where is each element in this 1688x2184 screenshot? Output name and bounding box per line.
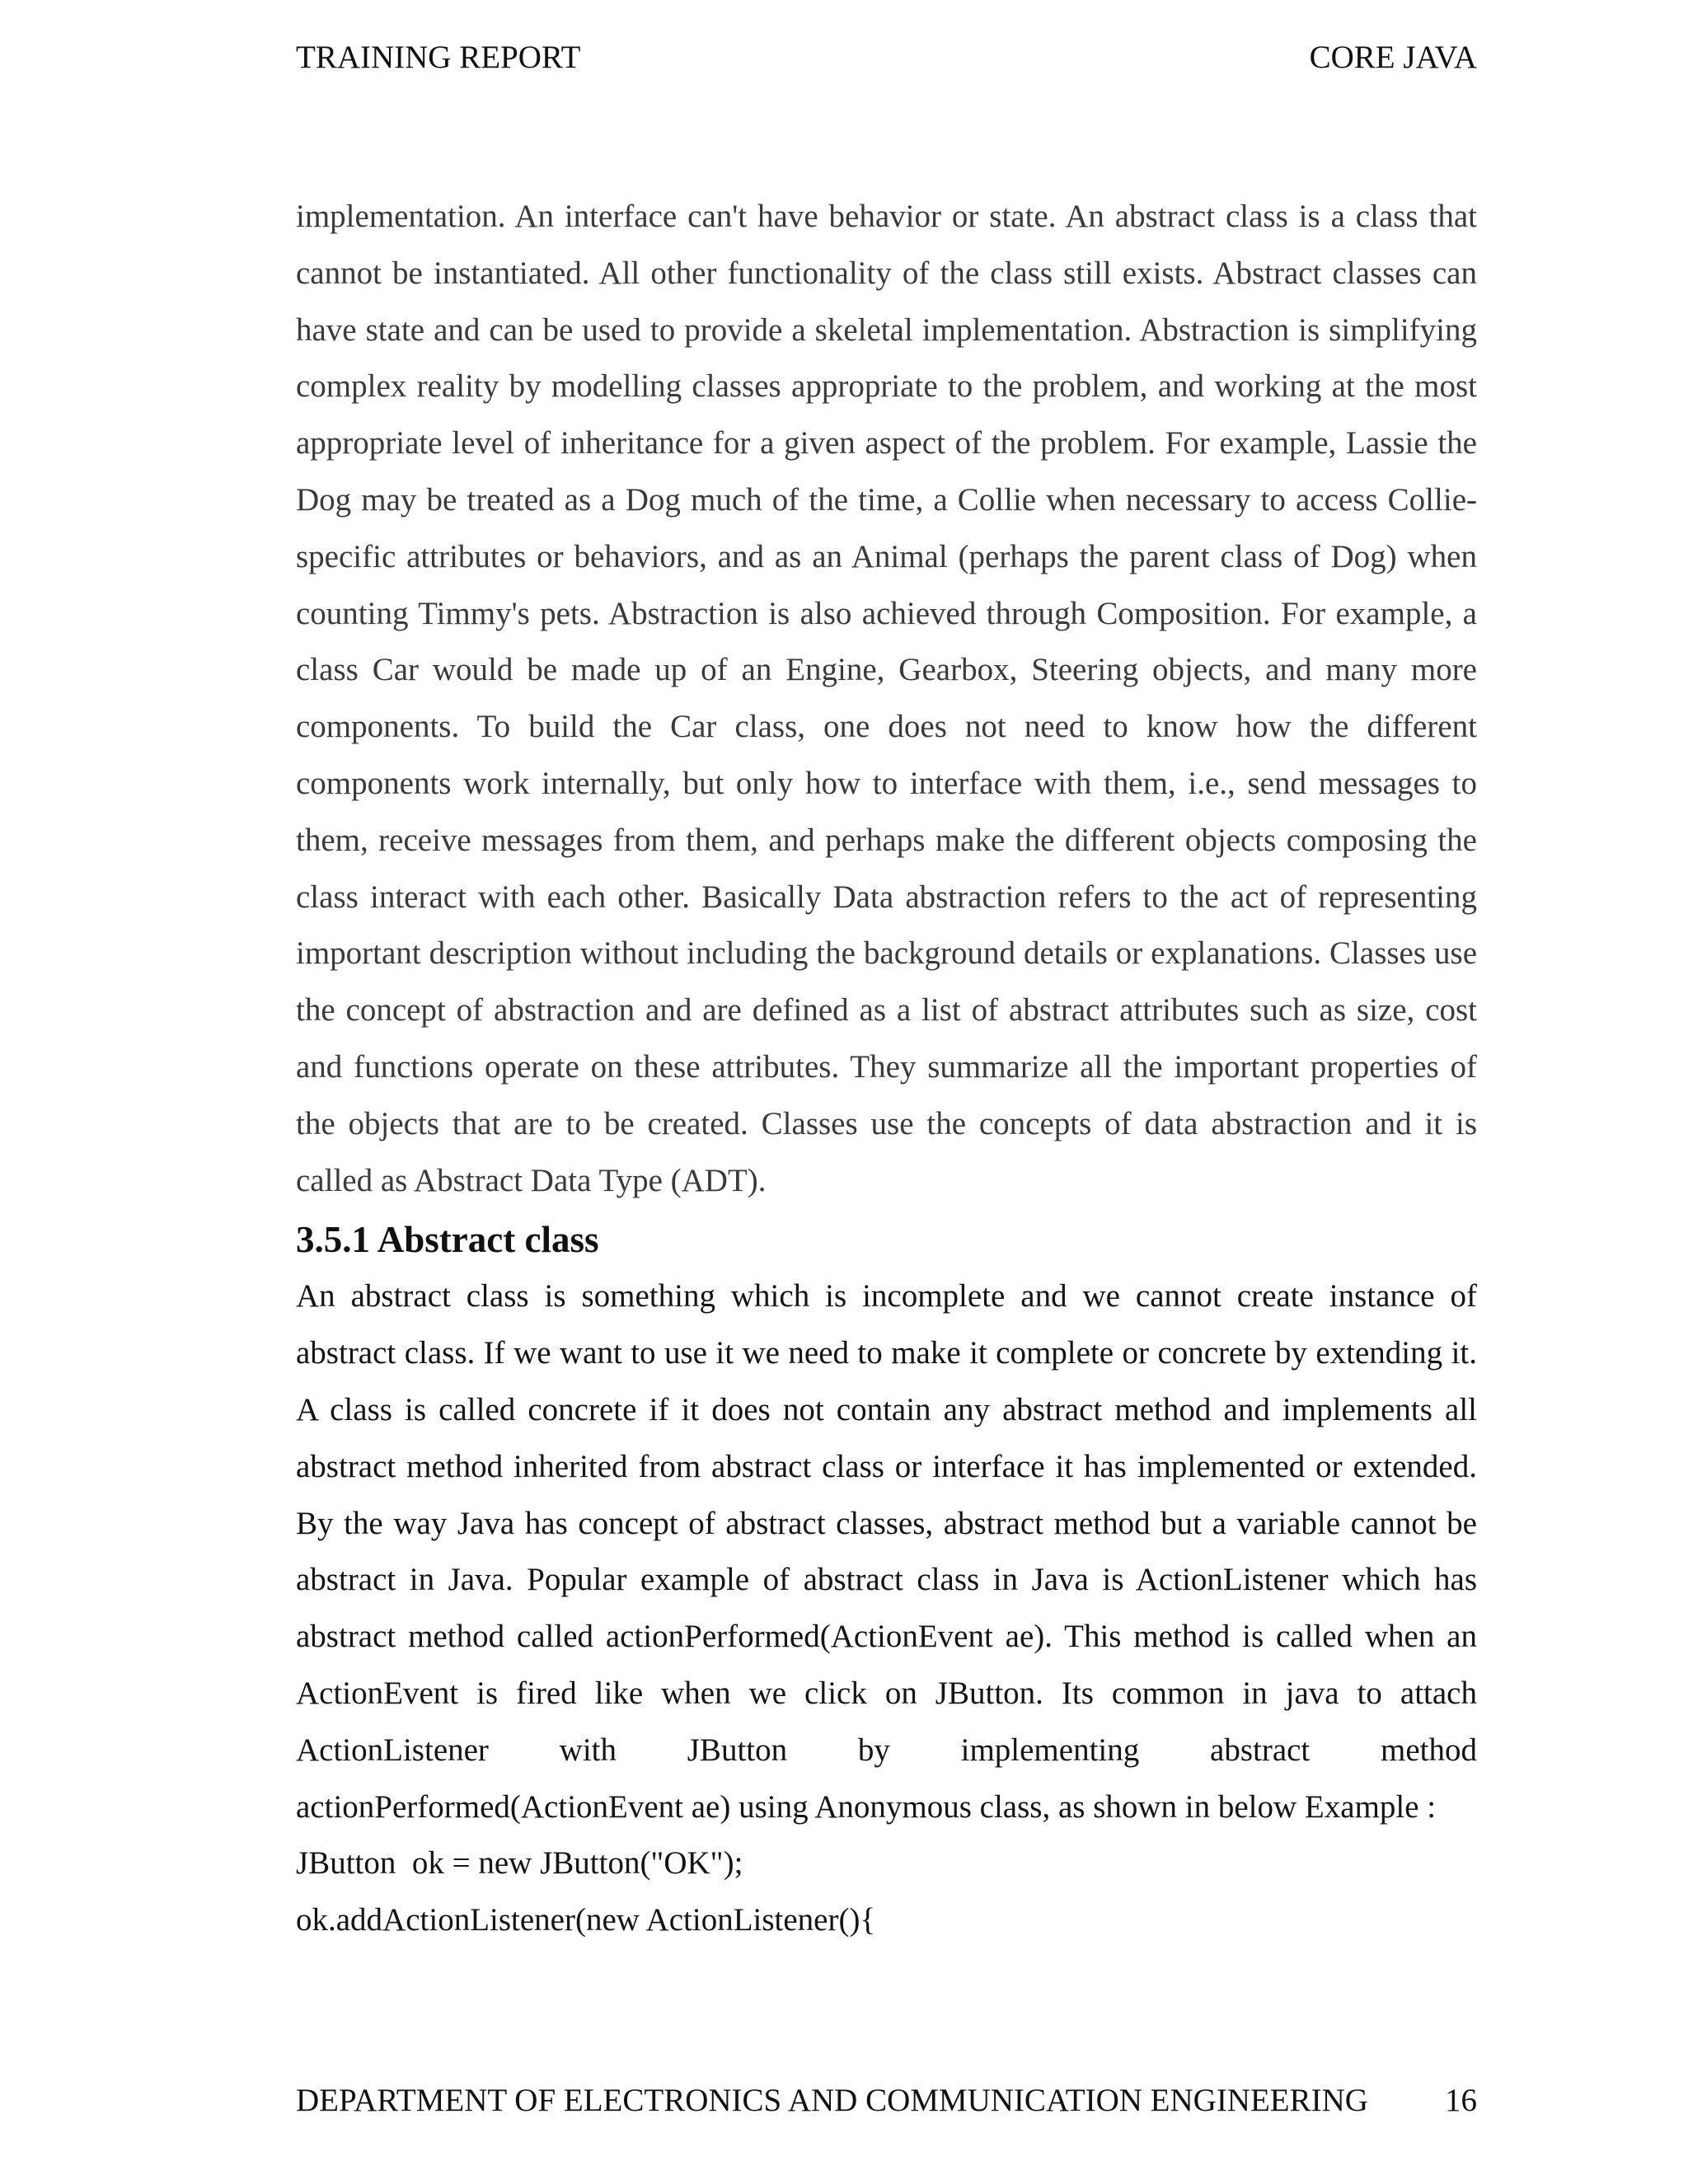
code-line: ok.addActionListener(new ActionListener(){ — [296, 1902, 876, 1938]
footer-department: DEPARTMENT OF ELECTRONICS AND COMMUNICATION ENGINEERING — [296, 2083, 1368, 2118]
code-example — [296, 1835, 1477, 1949]
page-content — [296, 189, 1477, 1949]
page-header — [296, 36, 1477, 79]
section-paragraph: An abstract class is something which is incomplete and we cannot create instance of abstract class. If we want to use it we need to make it complete or concrete by extending it. A class is called concrete if it does not contain any abstract method and implements all abstract method inherited from abstract class or interface it has implemented or extended. By the way Java has concept of abstract classes, abstract method but a variable cannot be abstract in Java. Popular example of abstract class in Java is ActionListener which has abstract method called actionPerformed(ActionEvent ae). This method is called when an ActionEvent is fired like when we click on JButton. Its common in java to attach ActionListener with JButton by implementing abstract method actionPerformed(ActionEvent ae) using Anonymous class, as shown in below Example : — [296, 1278, 1477, 1825]
intro-paragraph: implementation. An interface can't have behavior or state. An abstract class is a class that cannot be instantiated. All other functionality of the class still exists. Abstract classes can have state and can be used to provide a skeletal implementation. Abstraction is simplifying complex reality by modelling classes appropriate to the problem, and working at the most appropriate level of inheritance for a given aspect of the problem. For example, Lassie the Dog may be treated as a Dog much of the time, a Collie when necessary to access Collie-specific attributes or behaviors, and as an Animal (perhaps the parent class of Dog) when counting Timmy's pets. Abstraction is also achieved through Composition. For example, a class Car would be made up of an Engine, Gearbox, Steering objects, and many more components. To build the Car class, one does not need to know how the different components work internally, but only how to interface with them, i.e., send messages to them, receive messages from them, and perhaps make the different objects composing the class interact with each other. Basically Data abstraction refers to the act of representing important description without including the background details or explanations. Classes use the concept of abstraction and are defined as a list of abstract attributes such as size, cost and functions operate on these attributes. They summarize all the important properties of the objects that are to be created. Classes use the concepts of data abstraction and it is called as Abstract Data Type (ADT). — [296, 199, 1477, 1198]
header-subject: CORE JAVA — [1309, 40, 1477, 75]
page-number: 16 — [1445, 2083, 1477, 2118]
code-line: JButton ok = new JButton("OK"); — [296, 1845, 743, 1882]
section-heading: 3.5.1 Abstract class — [296, 1219, 599, 1261]
page-footer — [296, 2079, 1477, 2122]
header-report-title: TRAINING REPORT — [296, 40, 581, 75]
